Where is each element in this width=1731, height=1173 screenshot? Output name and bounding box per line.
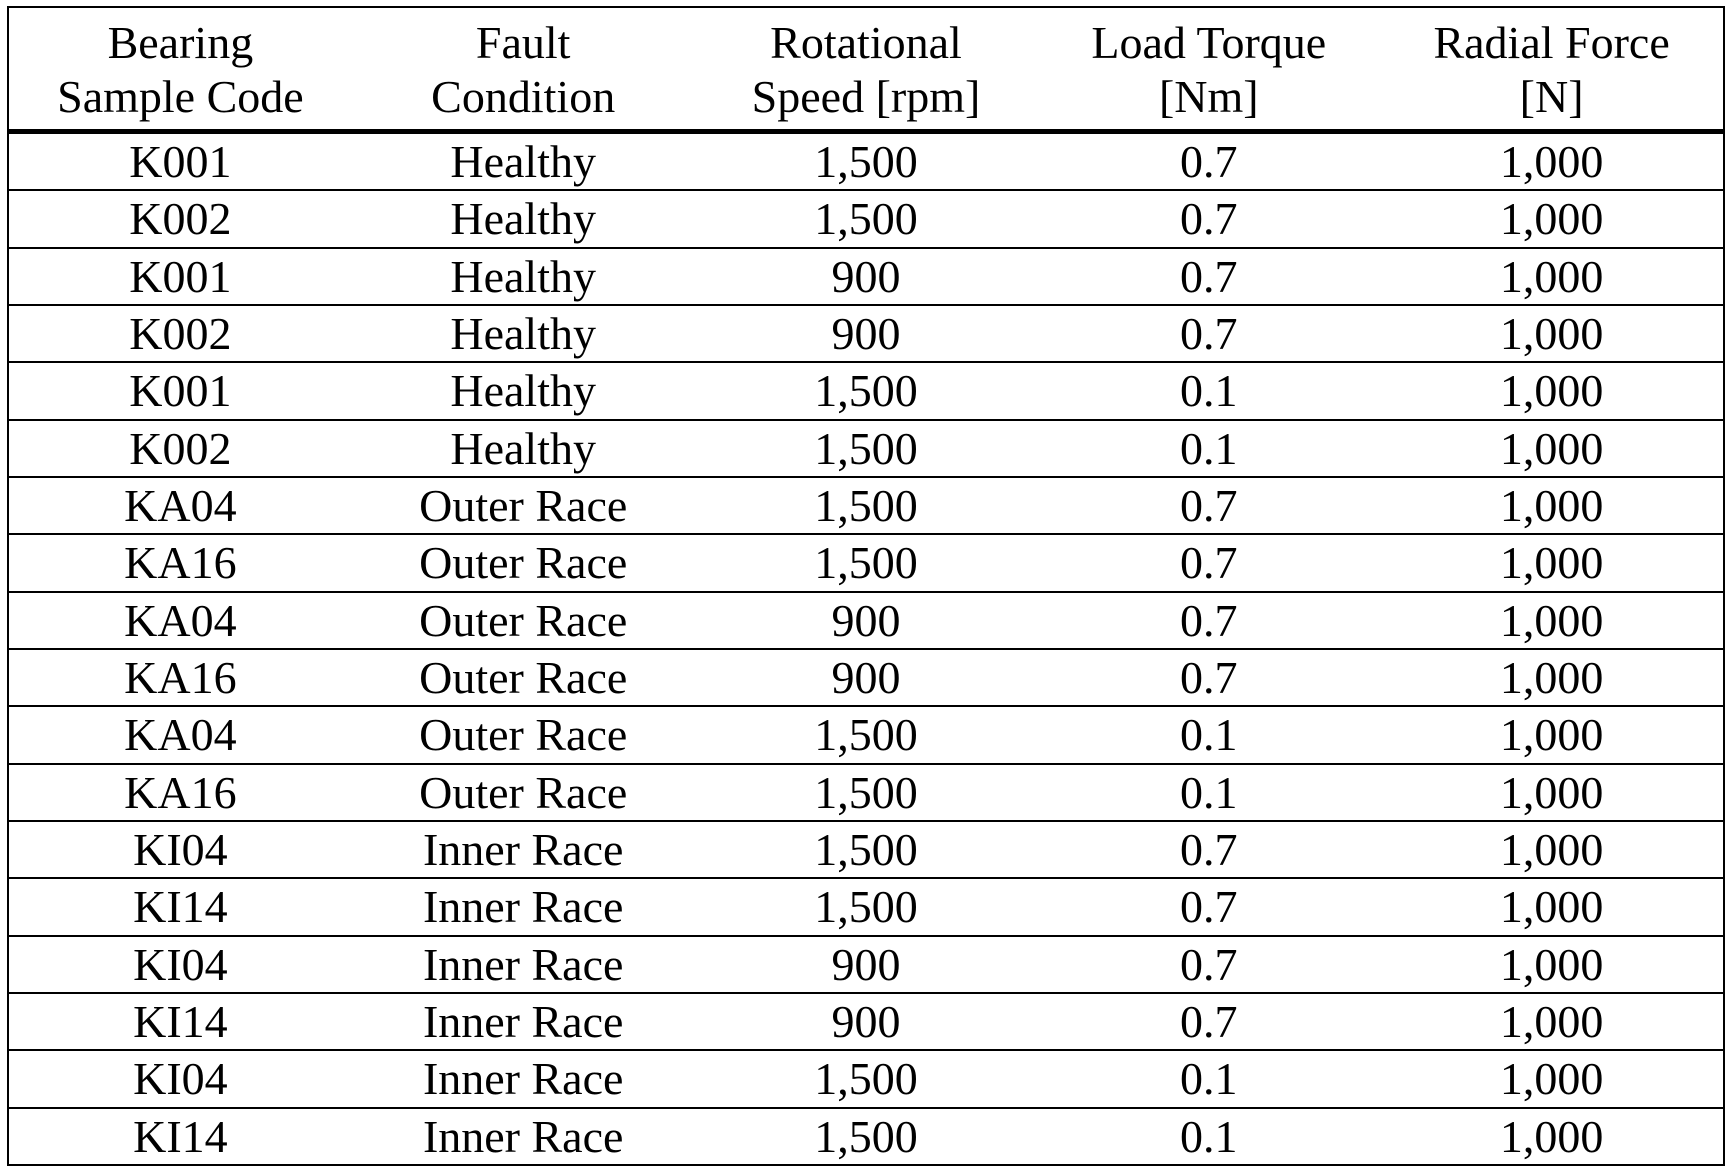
cell-sample-code: K001 bbox=[9, 132, 352, 191]
header-label: Bearing bbox=[107, 17, 254, 68]
table-row bbox=[9, 305, 1723, 362]
cell-sample-code: KI14 bbox=[133, 1110, 228, 1162]
cell-fault-condition: Healthy bbox=[352, 305, 695, 362]
cell-fault-condition: Inner Race bbox=[352, 1050, 695, 1107]
cell-sample-code: KI04 bbox=[9, 821, 352, 878]
cell-radial-force: 1,000 bbox=[1380, 764, 1723, 821]
cell-radial-force: 1,000 bbox=[1380, 248, 1723, 305]
table-row bbox=[9, 477, 1723, 534]
table-row bbox=[9, 993, 1723, 1050]
header-label: Speed [rpm] bbox=[751, 71, 981, 122]
header-label: Load Torque bbox=[1091, 17, 1327, 68]
cell-sample-code: K001 bbox=[9, 248, 352, 305]
cell-fault-condition: Outer Race bbox=[352, 534, 695, 591]
header-fault-condition bbox=[352, 8, 695, 132]
cell-rotational-speed: 900 bbox=[695, 993, 1038, 1050]
table-row bbox=[9, 1050, 1723, 1107]
cell-radial-force: 1,000 bbox=[1380, 1050, 1723, 1107]
header-label: Sample Code bbox=[57, 71, 304, 122]
cell-fault-condition: Outer Race bbox=[352, 706, 695, 763]
header-radial-force bbox=[1380, 8, 1723, 132]
cell-load-torque: 0.7 bbox=[1037, 821, 1380, 878]
table-row bbox=[9, 248, 1723, 305]
cell-load-torque: 0.1 bbox=[1037, 1050, 1380, 1107]
cell-load-torque: 0.1 bbox=[1037, 764, 1380, 821]
cell-fault-condition: Outer Race bbox=[352, 649, 695, 706]
cell-load-torque: 0.7 bbox=[1037, 305, 1380, 362]
cell-radial-force: 1,000 bbox=[1499, 1110, 1604, 1162]
cell-sample-code: KI14 bbox=[9, 878, 352, 935]
table-row bbox=[9, 190, 1723, 247]
cell-load-torque: 0.7 bbox=[1037, 248, 1380, 305]
cell-load-torque: 0.7 bbox=[1037, 592, 1380, 649]
cell-rotational-speed: 900 bbox=[695, 305, 1038, 362]
table-row bbox=[9, 420, 1723, 477]
table-row bbox=[9, 878, 1723, 935]
header-load-torque bbox=[1037, 8, 1380, 132]
header-label: Fault bbox=[475, 17, 571, 68]
cell-rotational-speed: 900 bbox=[695, 592, 1038, 649]
cell-sample-code: K002 bbox=[9, 420, 352, 477]
header-label: Rotational bbox=[770, 17, 962, 68]
table-body bbox=[9, 132, 1723, 1165]
cell-load-torque: 0.7 bbox=[1037, 534, 1380, 591]
cell-load-torque: 0.7 bbox=[1037, 993, 1380, 1050]
cell-rotational-speed: 1,500 bbox=[695, 477, 1038, 534]
table-row bbox=[9, 1108, 1723, 1164]
cell-rotational-speed: 1,500 bbox=[695, 821, 1038, 878]
table-row bbox=[9, 534, 1723, 591]
cell-radial-force: 1,000 bbox=[1380, 993, 1723, 1050]
header-row bbox=[9, 8, 1723, 132]
cell-radial-force: 1,000 bbox=[1380, 592, 1723, 649]
header-label: [Nm] bbox=[1158, 71, 1259, 122]
cell-fault-condition: Outer Race bbox=[352, 592, 695, 649]
cell-radial-force: 1,000 bbox=[1380, 305, 1723, 362]
cell-rotational-speed: 1,500 bbox=[695, 420, 1038, 477]
table-header bbox=[9, 8, 1723, 132]
cell-load-torque: 0.1 bbox=[1037, 420, 1380, 477]
cell-load-torque: 0.7 bbox=[1037, 936, 1380, 993]
cell-sample-code: KI04 bbox=[9, 936, 352, 993]
cell-sample-code: KI04 bbox=[9, 1050, 352, 1107]
header-label: Radial Force bbox=[1433, 17, 1670, 68]
cell-load-torque: 0.1 bbox=[1180, 1110, 1238, 1162]
cell-fault-condition: Healthy bbox=[352, 420, 695, 477]
cell-rotational-speed: 1,500 bbox=[695, 132, 1038, 191]
cell-sample-code: KI14 bbox=[9, 993, 352, 1050]
cell-fault-condition: Inner Race bbox=[422, 1110, 624, 1162]
header-sample-code bbox=[9, 8, 352, 132]
cell-rotational-speed: 900 bbox=[695, 248, 1038, 305]
cell-radial-force: 1,000 bbox=[1380, 190, 1723, 247]
cell-load-torque: 0.1 bbox=[1037, 362, 1380, 419]
cell-radial-force: 1,000 bbox=[1380, 534, 1723, 591]
cell-load-torque: 0.7 bbox=[1037, 649, 1380, 706]
cell-fault-condition: Inner Race bbox=[352, 993, 695, 1050]
cell-rotational-speed: 1,500 bbox=[695, 706, 1038, 763]
cell-radial-force: 1,000 bbox=[1380, 477, 1723, 534]
header-label: Condition bbox=[431, 71, 616, 122]
header-label: [N] bbox=[1519, 71, 1584, 122]
table-row bbox=[9, 592, 1723, 649]
data-table bbox=[9, 8, 1723, 1164]
cell-rotational-speed: 1,500 bbox=[695, 1050, 1038, 1107]
cell-radial-force: 1,000 bbox=[1380, 706, 1723, 763]
table-row bbox=[9, 132, 1723, 191]
cell-load-torque: 0.1 bbox=[1037, 706, 1380, 763]
cell-sample-code: KA04 bbox=[9, 706, 352, 763]
cell-rotational-speed: 1,500 bbox=[695, 764, 1038, 821]
cell-radial-force: 1,000 bbox=[1380, 878, 1723, 935]
cell-load-torque: 0.7 bbox=[1037, 190, 1380, 247]
cell-sample-code: KA04 bbox=[9, 592, 352, 649]
cell-fault-condition: Outer Race bbox=[352, 477, 695, 534]
cell-sample-code: K002 bbox=[9, 305, 352, 362]
cell-sample-code: KA16 bbox=[9, 534, 352, 591]
cell-sample-code: K001 bbox=[9, 362, 352, 419]
cell-rotational-speed: 900 bbox=[695, 936, 1038, 993]
cell-fault-condition: Healthy bbox=[352, 362, 695, 419]
cell-rotational-speed: 900 bbox=[695, 649, 1038, 706]
cell-load-torque: 0.7 bbox=[1037, 878, 1380, 935]
table-row bbox=[9, 362, 1723, 419]
bearing-test-conditions-table bbox=[7, 6, 1725, 1166]
table-row bbox=[9, 706, 1723, 763]
cell-fault-condition: Inner Race bbox=[352, 936, 695, 993]
cell-sample-code: KA16 bbox=[9, 764, 352, 821]
cell-load-torque: 0.7 bbox=[1037, 477, 1380, 534]
cell-fault-condition: Healthy bbox=[352, 190, 695, 247]
cell-fault-condition: Healthy bbox=[352, 248, 695, 305]
header-rotational-speed bbox=[695, 8, 1038, 132]
cell-radial-force: 1,000 bbox=[1380, 821, 1723, 878]
table-row bbox=[9, 764, 1723, 821]
cell-sample-code: KA04 bbox=[9, 477, 352, 534]
cell-rotational-speed: 1,500 bbox=[814, 1110, 918, 1162]
cell-radial-force: 1,000 bbox=[1380, 132, 1723, 191]
cell-fault-condition: Inner Race bbox=[352, 878, 695, 935]
cell-rotational-speed: 1,500 bbox=[695, 878, 1038, 935]
cell-sample-code: K002 bbox=[9, 190, 352, 247]
cell-fault-condition: Inner Race bbox=[352, 821, 695, 878]
table-row bbox=[9, 649, 1723, 706]
cell-fault-condition: Outer Race bbox=[352, 764, 695, 821]
table-row bbox=[9, 821, 1723, 878]
cell-rotational-speed: 1,500 bbox=[695, 534, 1038, 591]
cell-radial-force: 1,000 bbox=[1380, 420, 1723, 477]
cell-fault-condition: Healthy bbox=[352, 132, 695, 191]
cell-load-torque: 0.7 bbox=[1037, 132, 1380, 191]
cell-rotational-speed: 1,500 bbox=[695, 362, 1038, 419]
table-row bbox=[9, 936, 1723, 993]
cell-sample-code: KA16 bbox=[9, 649, 352, 706]
cell-radial-force: 1,000 bbox=[1380, 362, 1723, 419]
cell-rotational-speed: 1,500 bbox=[695, 190, 1038, 247]
cell-radial-force: 1,000 bbox=[1380, 936, 1723, 993]
cell-radial-force: 1,000 bbox=[1380, 649, 1723, 706]
